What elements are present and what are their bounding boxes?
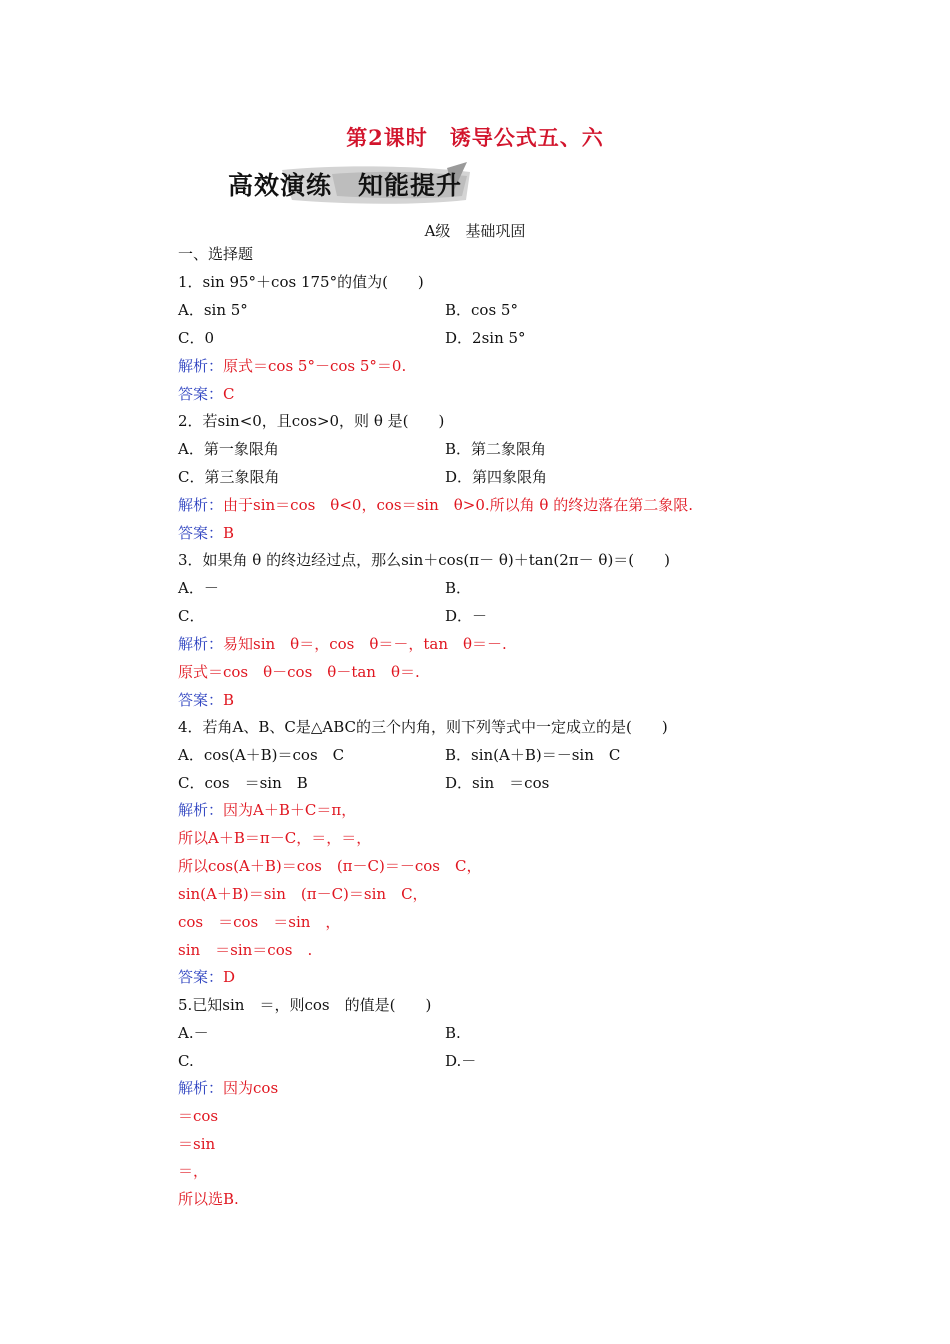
q3-analysis-line2: 原式＝cos θ－cos θ－tan θ＝.	[178, 663, 420, 681]
q1-option-d: D．2sin 5°	[445, 329, 526, 347]
q4-analysis-label: 解析：	[178, 801, 224, 819]
q5-option-c: C.	[178, 1052, 194, 1070]
page-title: 第2课时 诱导公式五、六	[346, 125, 604, 150]
q5-option-a: A.－	[178, 1024, 209, 1042]
q1-stem: 1．sin 95°＋cos 175°的值为( )	[178, 273, 424, 291]
q4-answer-label: 答案：	[178, 968, 224, 986]
q5-option-b: B.	[445, 1024, 461, 1042]
q4-analysis	[178, 800, 356, 820]
q1-analysis-text: 原式＝cos 5°－cos 5°＝0.	[223, 357, 407, 375]
section-heading: 一、选择题	[178, 245, 254, 263]
q5-analysis-line3: ＝sin	[178, 1135, 216, 1153]
q2-stem: 2．若sin<0，且cos>0，则 θ 是( )	[178, 412, 445, 430]
level-heading: A级 基础巩固	[424, 222, 526, 240]
q1-answer-label: 答案：	[178, 385, 224, 403]
q4-option-c: C．cos ＝sin B	[178, 774, 308, 792]
q5-analysis	[178, 1078, 278, 1098]
q4-answer	[178, 967, 235, 987]
q2-option-b: B．第二象限角	[445, 440, 547, 458]
q3-option-c: C．	[178, 607, 205, 625]
q3-answer	[178, 690, 234, 710]
q3-option-a: A．－	[178, 579, 219, 597]
q5-analysis-label: 解析：	[178, 1079, 224, 1097]
q3-answer-value: B	[223, 691, 235, 709]
q5-analysis-line5: 所以选B.	[178, 1190, 239, 1208]
q1-answer	[178, 384, 235, 404]
q4-analysis-line6: sin ＝sin＝cos .	[178, 941, 313, 959]
q3-option-b: B．	[445, 579, 472, 597]
q2-option-c: C．第三象限角	[178, 468, 280, 486]
q4-option-a: A．cos(A＋B)＝cos C	[178, 746, 345, 764]
q3-analysis	[178, 634, 507, 654]
q4-analysis-text: 因为A＋B＋C＝π，	[223, 801, 357, 819]
q2-option-d: D．第四象限角	[445, 468, 548, 486]
q2-analysis-label: 解析：	[178, 496, 224, 514]
q3-analysis-label: 解析：	[178, 635, 224, 653]
q4-answer-value: D	[223, 968, 236, 986]
q3-stem: 3．如果角 θ 的终边经过点，那么sin＋cos(π－ θ)＋tan(2π－ θ)＝( )	[178, 551, 670, 569]
q1-option-c: C．0	[178, 329, 215, 347]
q5-stem: 5.已知sin ＝，则cos 的值是( )	[178, 996, 432, 1014]
banner	[222, 160, 472, 210]
q4-analysis-line2: 所以A＋B＝π－C，＝，＝，	[178, 829, 372, 847]
q5-option-d: D.－	[445, 1052, 477, 1070]
banner-title: 高效演练 知能提升	[228, 171, 463, 200]
q4-stem: 4．若角A、B、C是△ABC的三个内角，则下列等式中一定成立的是( )	[178, 718, 668, 736]
q5-analysis-text: 因为cos	[223, 1079, 279, 1097]
q2-answer-label: 答案：	[178, 524, 224, 542]
q2-analysis-text: 由于sin＝cos θ<0，cos＝sin θ>0.所以角 θ 的终边落在第二象限.	[223, 496, 693, 514]
q2-analysis	[178, 495, 693, 515]
q5-analysis-line2: ＝cos	[178, 1107, 219, 1125]
q1-answer-value: C	[223, 385, 235, 403]
q1-option-b: B．cos 5°	[445, 301, 518, 319]
q3-answer-label: 答案：	[178, 691, 224, 709]
q2-answer	[178, 523, 234, 543]
q3-analysis-text: 易知sin θ＝，cos θ＝－，tan θ＝－.	[223, 635, 507, 653]
q4-analysis-line3: 所以cos(A＋B)＝cos (π－C)＝－cos C，	[178, 857, 482, 875]
q4-option-d: D．sin ＝cos	[445, 774, 550, 792]
q4-analysis-line5: cos ＝cos ＝sin ，	[178, 913, 341, 931]
q4-option-b: B．sin(A＋B)＝－sin C	[445, 746, 621, 764]
q2-option-a: A．第一象限角	[178, 440, 279, 458]
q2-answer-value: B	[223, 524, 235, 542]
q3-option-d: D．－	[445, 607, 488, 625]
q1-analysis	[178, 356, 406, 376]
q5-analysis-line4: ＝，	[178, 1162, 209, 1180]
q1-option-a: A．sin 5°	[178, 301, 248, 319]
q1-analysis-label: 解析：	[178, 357, 224, 375]
q4-analysis-line4: sin(A＋B)＝sin (π－C)＝sin C，	[178, 885, 428, 903]
